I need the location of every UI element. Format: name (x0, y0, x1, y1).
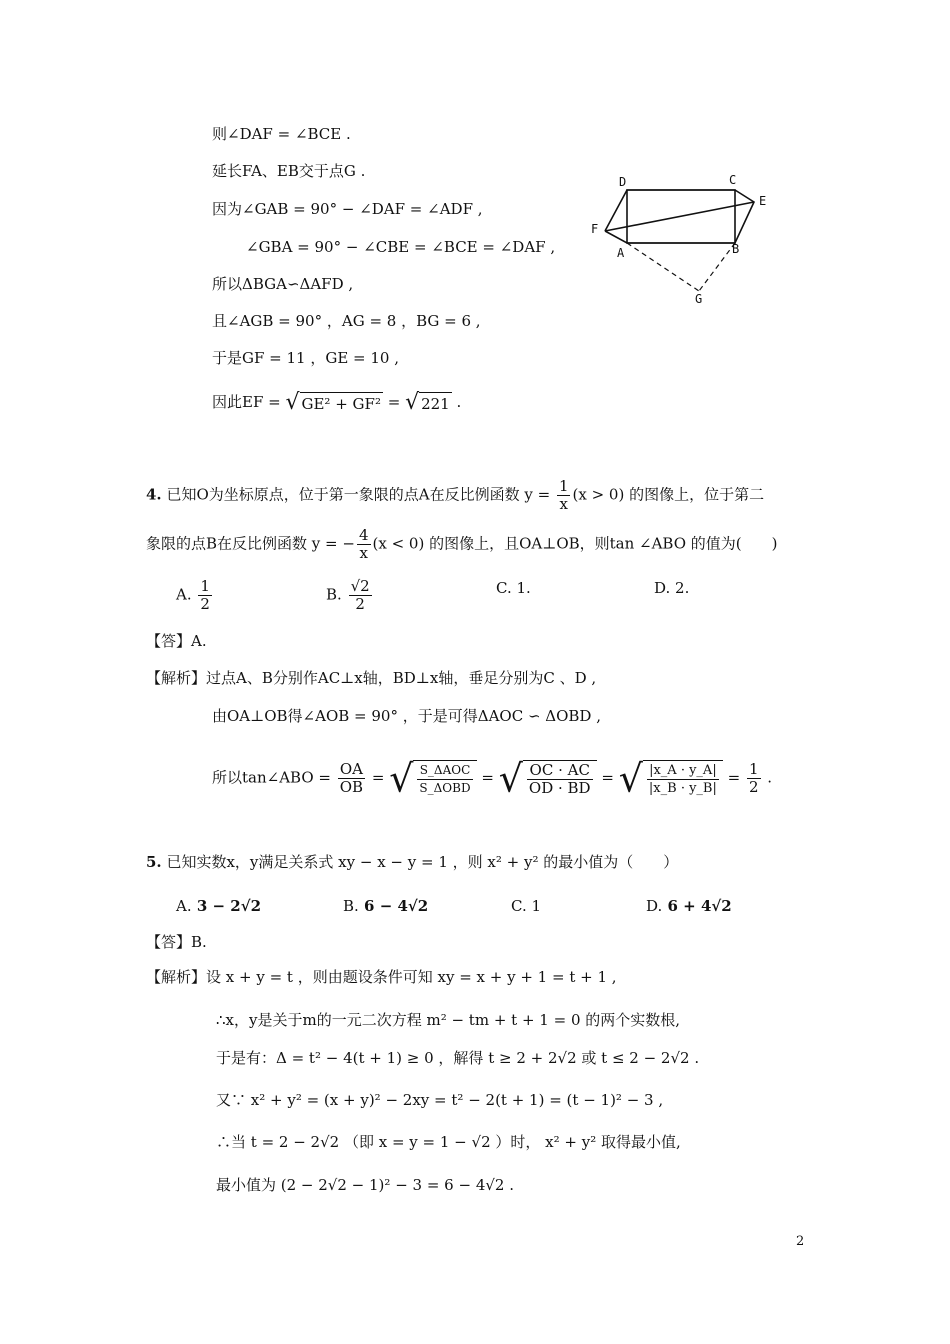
q4-solution-1 (146, 668, 596, 688)
label-e: E (759, 194, 767, 208)
q4-s3-frac3-den: OD · BD (528, 779, 591, 797)
q5-solution-6: 最小值为 (2 − 2√2 − 1)² − 3 = 6 − 4√2 . (216, 1176, 515, 1194)
q5-answer: 【答】B. (146, 933, 207, 951)
q5-solution-text-1: 设 x + y = t ，则由题设条件可知 xy = x + y + 1 = t + 1 , (206, 968, 617, 986)
q4-text-3: 象限的点B在反比例函数 y = − (146, 534, 355, 553)
q4-s3-frac2-den: S_ΔOBD (419, 781, 471, 795)
q5-option-d-text: 6 + 4√2 (667, 897, 732, 915)
q4-solution-3: 所以tan∠ABO = $\frac{OA}{OB}$ = √ $\frac{\text{S\_ΔAOC}}{\text{S\_ΔOBD}}$ = √ $\frac{OC \cdot AC}{OD \cdot BD}$ = √ $\frac{|x\_A \cdot y\_A|}{|x\_B \cdot y\_B|}$ = $\frac{1}{2}$ . (212, 756, 773, 801)
q4-option-b-num: √2 (350, 577, 370, 595)
proof-eq: = (382, 393, 406, 411)
q4-s3-frac1-den: OB (339, 778, 364, 796)
q5-solution-4: 又∵ x² + y² = (x + y)² − 2xy = t² − 2(t + 1) = (t − 1)² − 3 , (216, 1091, 664, 1109)
q5-option-d-label: D. (646, 897, 663, 915)
q4-option-b (326, 578, 374, 613)
dashed-b-g (699, 243, 735, 291)
q4-s3-frac5-num: 1 (748, 760, 759, 778)
q5-option-a-text: 3 − 2√2 (196, 897, 262, 915)
q5-solution-5: ∴当 t = 2 − 2√2 （即 x = y = 1 − √2 ）时， x² + y² 取得最小值, (216, 1133, 681, 1151)
q5-option-c-label: C. (511, 897, 527, 915)
label-f: F (591, 222, 599, 236)
proof-line-1: 则∠DAF = ∠BCE . (212, 125, 351, 143)
q4-line-2 (146, 527, 778, 562)
q4-option-a-den: 2 (200, 595, 210, 613)
label-b: B (732, 242, 740, 256)
q5-solution-1 (146, 967, 617, 987)
q4-option-b-den: 2 (355, 595, 365, 613)
q4-option-c (496, 578, 531, 598)
q5-option-d (646, 896, 732, 916)
q4-line-1 (146, 478, 764, 513)
q4-text-1: 已知O为坐标原点，位于第一象限的点A在反比例函数 y = (166, 485, 555, 504)
q4-frac1-num: 1 (558, 477, 569, 495)
q5-text-1: 已知实数x，y满足关系式 xy − x − y = 1 ，则 x² + y² 的最小值为（ ） (166, 853, 679, 871)
q4-frac2-num: 4 (358, 526, 369, 544)
q4-solution-tag: 【解析】 (146, 669, 207, 687)
q4-number: 4. (146, 485, 162, 504)
q4-option-c-text: 1. (516, 579, 531, 597)
q4-option-a-label: A. (176, 585, 192, 604)
q4-solution-2: 由OA⊥OB得∠AOB = 90° ，于是可得ΔAOC ∽ ΔOBD , (212, 707, 601, 725)
page-number: 2 (796, 1234, 805, 1249)
q4-frac2-den: x (359, 544, 368, 562)
label-c: C (729, 173, 737, 187)
label-a: A (617, 246, 625, 260)
proof-ef-label: 因此EF = (212, 393, 286, 411)
q5-option-c (511, 896, 541, 916)
q4-text-4: (x < 0) 的图像上，且OA⊥OB，则tan ∠ABO 的值为( ) (372, 534, 778, 553)
label-g: G (695, 292, 703, 306)
q5-line-1 (146, 852, 678, 872)
q4-option-a (176, 578, 214, 613)
proof-line-2: 延长FA、EB交于点G . (212, 162, 366, 180)
q4-option-b-label: B. (326, 585, 342, 604)
proof-line-6: 且∠AGB = 90° ，AG = 8 ，BG = 6 , (212, 312, 481, 330)
q4-text-2: (x > 0) 的图像上，位于第二 (572, 485, 765, 504)
q4-s3-frac4-num: |x_A · y_A| (647, 762, 719, 780)
q4-option-d (654, 578, 689, 598)
q4-option-d-text: 2. (675, 579, 690, 597)
proof-line-5: 所以ΔBGA∽ΔAFD , (212, 275, 354, 293)
q4-s3-frac1-num: OA (338, 761, 365, 779)
q4-s3-frac2-num: S_ΔAOC (417, 762, 472, 780)
q4-s3-frac3-num: OC · AC (527, 762, 593, 780)
q5-number: 5. (146, 853, 162, 871)
geometry-figure (585, 170, 785, 310)
proof-radicand-1: GE² + GF² (300, 392, 383, 414)
q5-option-c-text: 1 (531, 897, 542, 915)
q4-s3-frac5-den: 2 (748, 778, 759, 796)
proof-line-7: 于是GF = 11 ，GE = 10 , (212, 349, 400, 367)
q5-solution-tag: 【解析】 (146, 968, 207, 986)
q5-solution-2: ∴x，y是关于m的一元二次方程 m² − tm + t + 1 = 0 的两个实数根, (216, 1011, 681, 1029)
q4-option-c-label: C. (496, 579, 512, 597)
proof-line-3: 因为∠GAB = 90° − ∠DAF = ∠ADF , (212, 200, 483, 218)
q4-solution-text-1: 过点A、B分别作AC⊥x轴，BD⊥x轴，垂足分别为C 、D , (206, 669, 597, 687)
q4-option-d-label: D. (654, 579, 671, 597)
q4-s3-frac4-den: |x_B · y_B| (648, 781, 717, 796)
q4-frac1-den: x (559, 495, 568, 513)
q5-option-a-label: A. (176, 897, 192, 915)
proof-radicand-2: 221 (419, 392, 452, 414)
label-d: D (619, 175, 627, 189)
q5-option-b-text: 6 − 4√2 (364, 897, 429, 915)
q5-solution-3: 于是有：Δ = t² − 4(t + 1) ≥ 0 ，解得 t ≥ 2 + 2√2 或 t ≤ 2 − 2√2 . (216, 1049, 700, 1067)
dashed-a-g (627, 243, 699, 291)
q5-option-a (176, 896, 261, 916)
proof-line-4: ∠GBA = 90° − ∠CBE = ∠BCE = ∠DAF , (246, 238, 556, 256)
q4-tan-label: 所以tan∠ABO = (212, 768, 336, 787)
proof-line-8: 因此EF = √ GE² + GF² = √ 221 . (212, 390, 462, 415)
q4-option-a-num: 1 (200, 577, 210, 595)
proof-end: . (451, 393, 462, 411)
q5-option-b (343, 896, 428, 916)
q5-option-b-label: B. (343, 897, 359, 915)
q4-answer: 【答】A. (146, 632, 207, 650)
